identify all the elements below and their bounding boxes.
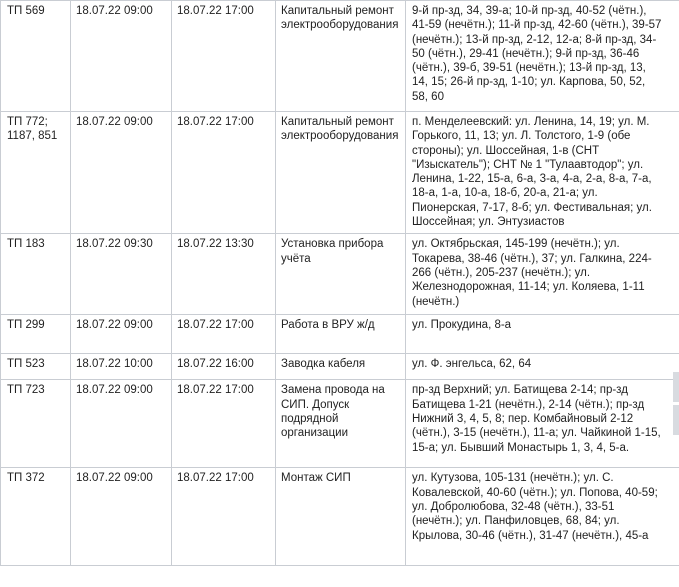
table-row: [1, 468, 679, 566]
start-time-cell: 18.07.22 10:00: [71, 354, 172, 380]
substation-cell: ТП 523: [1, 354, 71, 380]
addresses-cell: 9-й пр-зд, 34, 39-а; 10-й пр-зд, 40-52 (чётн.), 41-59 (нечётн.); 11-й пр-зд, 42-60 (чётн.), 39-57 (нечётн.); 13-й пр-зд, 2-12, 12-а; 8-й пр-зд, 34-50 (чётн.), 29-41 (нечётн.); 9-й пр-зд, 36-46 (чётн.), 39-б, 39-51 (нечётн.); 13-й пр-зд, 13, 14, 15; 26-й пр-зд, 1-10; ул. Карпова, 50, 52, 58, 60: [406, 1, 679, 112]
table-row: [1, 315, 679, 354]
end-time-cell: 18.07.22 17:00: [172, 112, 276, 234]
end-time-cell: 18.07.22 17:00: [172, 468, 276, 566]
start-time-cell: 18.07.22 09:00: [71, 315, 172, 354]
addresses-cell: пр-зд Верхний; ул. Батищева 2-14; пр-зд Батищева 1-21 (нечётн.), 2-14 (чётн.); пр-зд Нижний 3, 4, 5, 8; пер. Комбайновый 2-12 (чётн.), 3-15 (нечётн.), 11-а; ул. Чайкиной 1-15, 15-а; ул. Бывший Монастырь 1, 3, 4, 5-а.: [406, 380, 679, 468]
work-type-cell: Замена провода на СИП. Допуск подрядной организации: [276, 380, 406, 468]
work-type-cell: Капитальный ремонт электрооборудования: [276, 1, 406, 112]
work-type-cell: Установка прибора учёта: [276, 234, 406, 315]
addresses-cell: ул. Октябрьская, 145-199 (нечётн.); ул. Токарева, 38-46 (чётн.), 37; ул. Галкина, 224-266 (чётн.), 205-237 (нечётн.); ул. Железнодорожная, 11-14; ул. Коляева, 1-11 (нечётн.): [406, 234, 679, 315]
start-time-cell: 18.07.22 09:00: [71, 112, 172, 234]
substation-cell: ТП 372: [1, 468, 71, 566]
substation-cell: ТП 569: [1, 1, 71, 112]
substation-cell: ТП 299: [1, 315, 71, 354]
table-row: [1, 112, 679, 234]
end-time-cell: 18.07.22 17:00: [172, 380, 276, 468]
start-time-cell: 18.07.22 09:30: [71, 234, 172, 315]
addresses-cell: ул. Ф. энгельса, 62, 64: [406, 354, 679, 380]
substation-cell: ТП 183: [1, 234, 71, 315]
work-type-cell: Работа в ВРУ ж/д: [276, 315, 406, 354]
work-type-cell: Монтаж СИП: [276, 468, 406, 566]
end-time-cell: 18.07.22 17:00: [172, 1, 276, 112]
end-time-cell: 18.07.22 17:00: [172, 315, 276, 354]
start-time-cell: 18.07.22 09:00: [71, 380, 172, 468]
addresses-cell: ул. Прокудина, 8-а: [406, 315, 679, 354]
addresses-cell: п. Менделеевский: ул. Ленина, 14, 19; ул. М. Горького, 11, 13; ул. Л. Толстого, 1-9 (обе стороны); ул. Шоссейная, 1-в (СНТ "Изыскатель"); СНТ № 1 "Тулаавтодор"; ул. Ленина, 1-22, 15-а, 6-а, 3-а, 4-а, 2-а, 8-а, 7-а, 18-а, 1-а, 10-а, 18-б, 20-а, 21-а; ул. Пионерская, 7-17, 8-б; ул. Фестивальная; ул. Шоссейная; ул. Энтузиастов: [406, 112, 679, 234]
end-time-cell: 18.07.22 13:30: [172, 234, 276, 315]
table-row: [1, 380, 679, 468]
table-row: [1, 354, 679, 380]
work-type-cell: Заводка кабеля: [276, 354, 406, 380]
addresses-cell: ул. Кутузова, 105-131 (нечётн.); ул. С. Ковалевской, 40-60 (чётн.); ул. Попова, 40-59; ул. Добролюбова, 32-48 (чётн.), 33-51 (нечётн.); ул. Панфиловцев, 68, 84; ул. Крылова, 30-46 (чётн.), 31-47 (нечётн.), 45-а: [406, 468, 679, 566]
substation-cell: ТП 723: [1, 380, 71, 468]
substation-cell: ТП 772; 1187, 851: [1, 112, 71, 234]
scrollbar-marker[interactable]: [673, 405, 679, 435]
start-time-cell: 18.07.22 09:00: [71, 1, 172, 112]
end-time-cell: 18.07.22 16:00: [172, 354, 276, 380]
work-type-cell: Капитальный ремонт электрооборудования: [276, 112, 406, 234]
table-row: [1, 1, 679, 112]
table-row: [1, 234, 679, 315]
start-time-cell: 18.07.22 09:00: [71, 468, 172, 566]
scrollbar-marker[interactable]: [673, 372, 679, 402]
